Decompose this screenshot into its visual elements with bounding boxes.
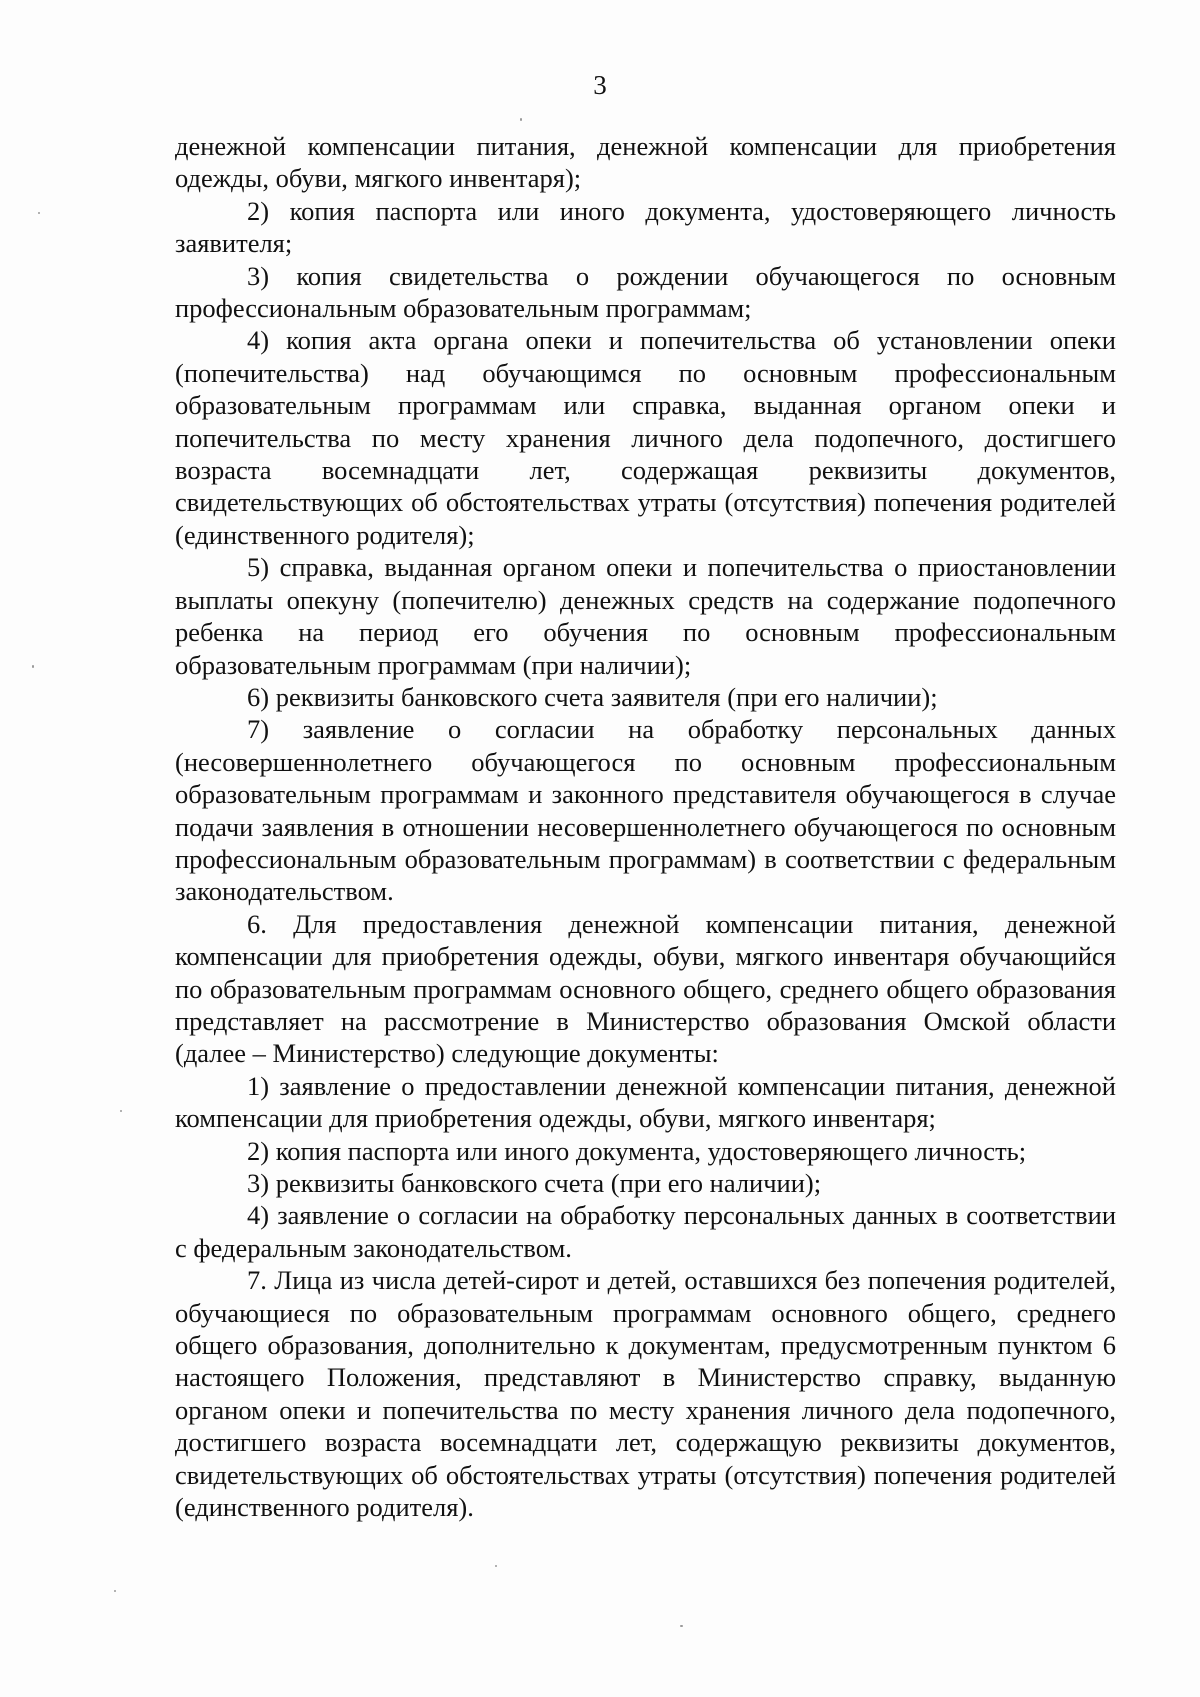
clause-6-item-bank-details: 3) реквизиты банковского счета (при его наличии); bbox=[247, 1168, 822, 1198]
list-item-passport-copy: 2) копия паспорта или иного документа, удостоверяющего личность заявителя; bbox=[175, 195, 1116, 259]
scan-speck bbox=[680, 1625, 683, 1627]
clause-6-item-application: 1) заявление о предоставлении денежной компенсации питания, денежной компенсации для приобретения одежды, обуви, мягкого инвентаря; bbox=[175, 1070, 1116, 1134]
document-body bbox=[175, 130, 1116, 1523]
page-number: 3 bbox=[593, 70, 607, 100]
clause-7: 7. Лица из числа детей-сирот и детей, оставшихся без попечения родителей, обучающиеся по образовательным программам основного общего, среднего общего образования, дополнительно к документам, предусмотренным пунктом 6 настоящего Положения, представляют в Министерство справку, выданную органом опеки и попечительства по месту хранения личного дела подопечного, достигшего возраста восемнадцати лет, содержащую реквизиты документов, свидетельствующих об обстоятельствах утраты (отсутствия) попечения родителей (единственного родителя). bbox=[175, 1265, 1116, 1523]
scan-speck bbox=[32, 665, 34, 668]
list-item-suspension-certificate: 5) справка, выданная органом опеки и попечительства о приостановлении выплаты опекуну (попечителю) денежных средств на содержание подопечного ребенка на период его обучения по основным профессиональным образовательным программам (при наличии); bbox=[175, 552, 1116, 680]
list-item-personal-data-consent: 7) заявление о согласии на обработку персональных данных (несовершеннолетнего обучающегося по основным профессиональным образовательным программам и законного представителя обучающегося в случае подачи заявления в отношении несовершеннолетнего обучающегося по основным профессиональным образовательным программам) в соответствии с федеральным законодательством. bbox=[175, 714, 1116, 907]
clause-6-item-personal-data-consent: 4) заявление о согласии на обработку персональных данных в соответствии с федеральным законодательством. bbox=[175, 1200, 1116, 1263]
scan-speck bbox=[120, 1110, 122, 1112]
list-item-bank-details: 6) реквизиты банковского счета заявителя (при его наличии); bbox=[247, 681, 938, 712]
scan-speck bbox=[520, 118, 522, 121]
scan-speck bbox=[38, 212, 40, 214]
scan-speck bbox=[114, 1590, 116, 1592]
list-item-guardianship-act: 4) копия акта органа опеки и попечительства об установлении опеки (попечительства) над обучающимся по основным профессиональным образовательным программам или справка, выданная органом опеки и попечительства по месту хранения личного дела подопечного, достигшего возраста восемнадцати лет, содержащая реквизиты документов, свидетельствующих об обстоятельствах утраты (отсутствия) попечения родителей (единственного родителя); bbox=[175, 325, 1116, 550]
list-item-birth-certificate: 3) копия свидетельства о рождении обучающегося по основным профессиональным образовательным программам; bbox=[175, 260, 1116, 324]
paragraph-continuation: денежной компенсации питания, денежной компенсации для приобретения одежды, обуви, мягкого инвентаря); bbox=[175, 131, 1116, 194]
clause-6-item-passport-copy: 2) копия паспорта или иного документа, удостоверяющего личность; bbox=[247, 1135, 1027, 1166]
scan-speck bbox=[495, 1565, 497, 1567]
clause-6: 6. Для предоставления денежной компенсации питания, денежной компенсации для приобретения одежды, обуви, мягкого инвентаря обучающийся по образовательным программам основного общего, среднего общего образования представляет на рассмотрение в Министерство образования Омской области (далее – Министерство) следующие документы: bbox=[175, 908, 1116, 1069]
